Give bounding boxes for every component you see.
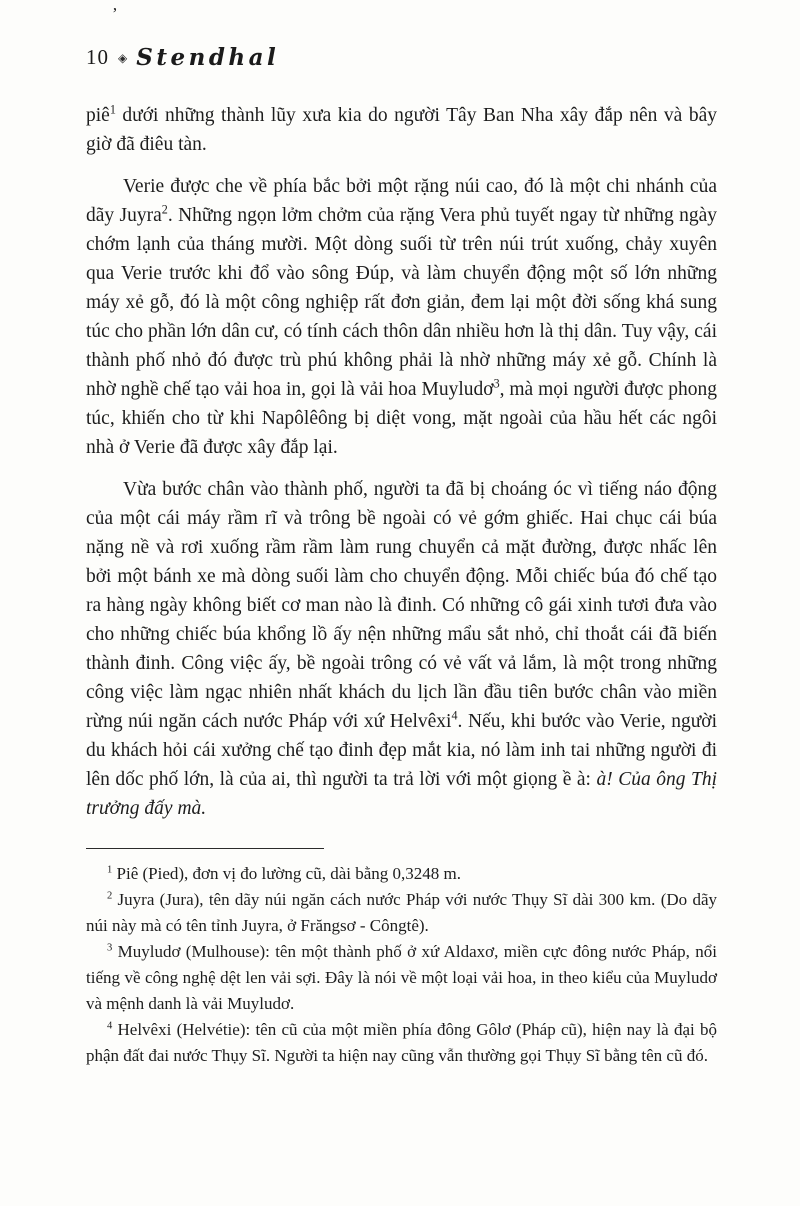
text-segment: piê [86, 105, 110, 126]
footnote-reference: 1 [109, 102, 116, 117]
footnote-reference: 3 [493, 376, 500, 391]
footnote-separator-rule [86, 848, 324, 849]
footnote-item [86, 861, 717, 887]
footnote-marker: 1 [107, 864, 113, 876]
footnotes-section [86, 861, 717, 1069]
print-artifact-mark: ’ [112, 4, 118, 23]
paragraph [86, 172, 717, 462]
text-segment: . Nếu, khi bước vào Verie, người du khách hỏi cái xưởng chế tạo đinh đẹp mắt kia, nó làm inh tai những người đi lên dốc phố lớn, là của ai, thì người ta trả lời với một giọng ề à: [86, 711, 717, 790]
footnote-reference: 4 [451, 708, 458, 723]
running-header [86, 44, 717, 71]
footnote-text: Helvêxi (Helvétie): tên cũ của một miền phía đông Gôlơ (Pháp cũ), hiện nay là đại bộ phận đất đai nước Thụy Sĩ. Người ta hiện nay cũng vẫn thường gọi Thụy Sĩ bằng tên cũ đó. [86, 1020, 717, 1065]
footnote-text: Juyra (Jura), tên dãy núi ngăn cách nước Pháp với nước Thụy Sĩ dài 300 km. (Do dãy núi này mà có tên tỉnh Juyra, ở Frăngsơ - Côngtê). [86, 890, 717, 935]
footnote-marker: 4 [107, 1020, 113, 1032]
paragraph [86, 475, 717, 823]
text-segment: Verie được che về phía bắc bởi một rặng núi cao, đó là một chi nhánh của dãy Juyra [86, 176, 717, 226]
footnote-reference: 2 [161, 202, 168, 217]
text-segment: dưới những thành lũy xưa kia do người Tây Ban Nha xây đắp nên và bây giờ đã điêu tàn. [86, 105, 717, 155]
footnote-text: Muyludơ (Mulhouse): tên một thành phố ở xứ Aldaxơ, miền cực đông nước Pháp, nổi tiếng về công nghệ dệt len vải sợi. Đây là nói về một loại vải hoa, in theo kiểu của Muyludơ và mệnh danh là vải Muyludơ. [86, 942, 717, 1013]
footnote-marker: 2 [107, 890, 113, 902]
paragraph [86, 101, 717, 159]
footnote-item [86, 1017, 717, 1069]
footnote-text: Piê (Pied), đơn vị đo lường cũ, dài bằng 0,3248 m. [112, 864, 462, 883]
footnote-marker: 3 [107, 942, 113, 954]
diamond-ornament-icon: ◈ [118, 51, 128, 65]
italic-quote: à! Của ông Thị trưởng đấy mà. [86, 769, 717, 819]
footnote-item [86, 887, 717, 939]
body-text [86, 101, 717, 823]
text-segment: , mà mọi người được phong túc, khiến cho từ khi Napôlêông bị diệt vong, mặt ngoài của hầu hết các ngôi nhà ở Verie đã được xây đắp lại. [86, 379, 717, 458]
footnote-item [86, 939, 717, 1017]
page-number: 10 [86, 45, 109, 69]
running-head-author: Stendhal [136, 44, 280, 71]
text-segment: Vừa bước chân vào thành phố, người ta đã bị choáng óc vì tiếng náo động của một cái máy rầm rĩ và trông bề ngoài có vẻ gớm ghiếc. Hai chục cái búa nặng nề và rơi xuống rầm rầm làm rung chuyển cả mặt đường, được nhấc lên bởi một bánh xe mà dòng suối làm cho chuyển động. Mỗi chiếc búa đó chế tạo ra hàng ngày không biết cơ man nào là đinh. Có những cô gái xinh tươi đưa vào cho những chiếc búa khổng lồ ấy nện những mẩu sắt nhỏ, chỉ thoắt cái đã biến thành đinh. Công việc ấy, bề ngoài trông có vẻ vất vả lắm, là một trong những công việc làm ngạc nhiên nhất khách du lịch lần đầu tiên bước chân vào miền rừng núi ngăn cách nước Pháp với xứ Helvêxi [86, 479, 717, 732]
text-segment: . Những ngọn lởm chởm của rặng Vera phủ tuyết ngay từ những ngày chớm lạnh của tháng mười. Một dòng suối từ trên núi trút xuống, chảy xuyên qua Verie trước khi đổ vào sông Đúp, và làm chuyển động một số lớn những máy xẻ gỗ, đó là một công nghiệp rất đơn giản, đem lại một đời sống khá sung túc cho phần lớn dân cư, có tính cách thôn dân nhiều hơn là thị dân. Tuy vậy, cái thành phố nhỏ đó được trù phú không phải là nhờ những máy xẻ gỗ. Chính là nhờ nghề chế tạo vải hoa in, gọi là vải hoa Muyludơ [86, 205, 717, 400]
